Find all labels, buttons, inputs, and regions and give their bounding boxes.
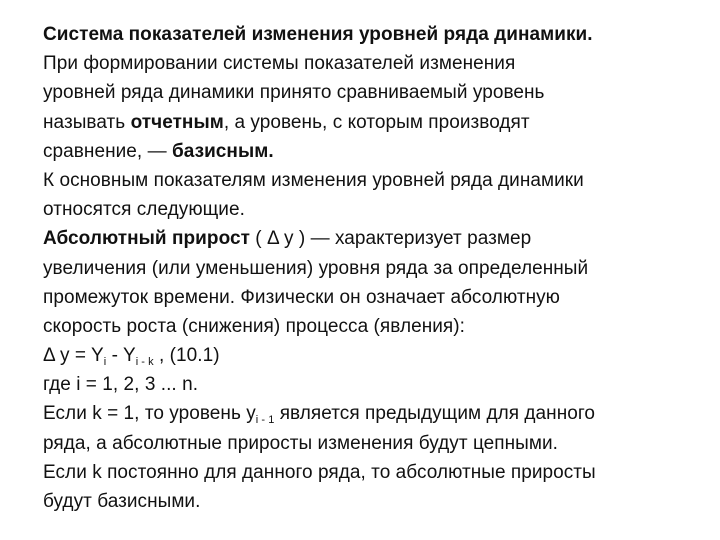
text-span: называть bbox=[43, 111, 131, 133]
formula-subscript: i - k bbox=[135, 356, 154, 369]
paragraph-line: относятся следующие. bbox=[43, 199, 245, 221]
term-reporting: отчетным bbox=[130, 111, 224, 133]
text-span: ( Δ y ) — характеризует размер bbox=[249, 228, 532, 250]
slide-text bbox=[43, 20, 708, 516]
formula-subscript: i - 1 bbox=[255, 414, 275, 427]
paragraph-line: где i = 1, 2, 3 ... n. bbox=[43, 374, 199, 396]
term-base: базисным bbox=[171, 140, 269, 162]
text-span: , а уровень, с которым производят bbox=[223, 111, 530, 133]
text-span: является предыдущим для данного bbox=[274, 403, 596, 425]
term-absolute-growth: Абсолютный прирост bbox=[43, 228, 250, 250]
paragraph-line: К основным показателям изменения уровней ряда динамики bbox=[43, 169, 584, 191]
formula-lhs: Δ y = Y bbox=[43, 345, 104, 367]
paragraph-line bbox=[43, 224, 708, 253]
formula-rhs: , (10.1) bbox=[153, 345, 220, 367]
text-span: сравнение, — bbox=[43, 140, 172, 162]
paragraph-line: ряда, а абсолютные приросты изменения будут цепными. bbox=[43, 432, 558, 454]
text-span: . bbox=[268, 140, 274, 162]
text-span: Если k = 1, то уровень y bbox=[43, 403, 256, 425]
paragraph-line: уровней ряда динамики принято сравниваемый уровень bbox=[43, 82, 545, 104]
paragraph-line: При формировании системы показателей изменения bbox=[43, 53, 516, 75]
paragraph-line bbox=[43, 108, 708, 137]
paragraph-line: увеличения (или уменьшения) уровня ряда за определенный bbox=[43, 257, 589, 279]
paragraph-line: промежуток времени. Физически он означает абсолютную bbox=[43, 286, 560, 308]
slide-title: Система показателей изменения уровней ряда динамики. bbox=[43, 24, 593, 45]
paragraph-line: Если k постоянно для данного ряда, то абсолютные приросты bbox=[43, 461, 596, 483]
paragraph-line: будут базисными. bbox=[43, 491, 201, 512]
paragraph-line bbox=[43, 399, 708, 428]
formula-mid: - Y bbox=[106, 345, 136, 367]
paragraph-line bbox=[43, 137, 708, 166]
formula-line bbox=[43, 341, 708, 370]
paragraph-line: скорость роста (снижения) процесса (явления): bbox=[43, 315, 465, 337]
formula-subscript: i bbox=[103, 356, 107, 369]
